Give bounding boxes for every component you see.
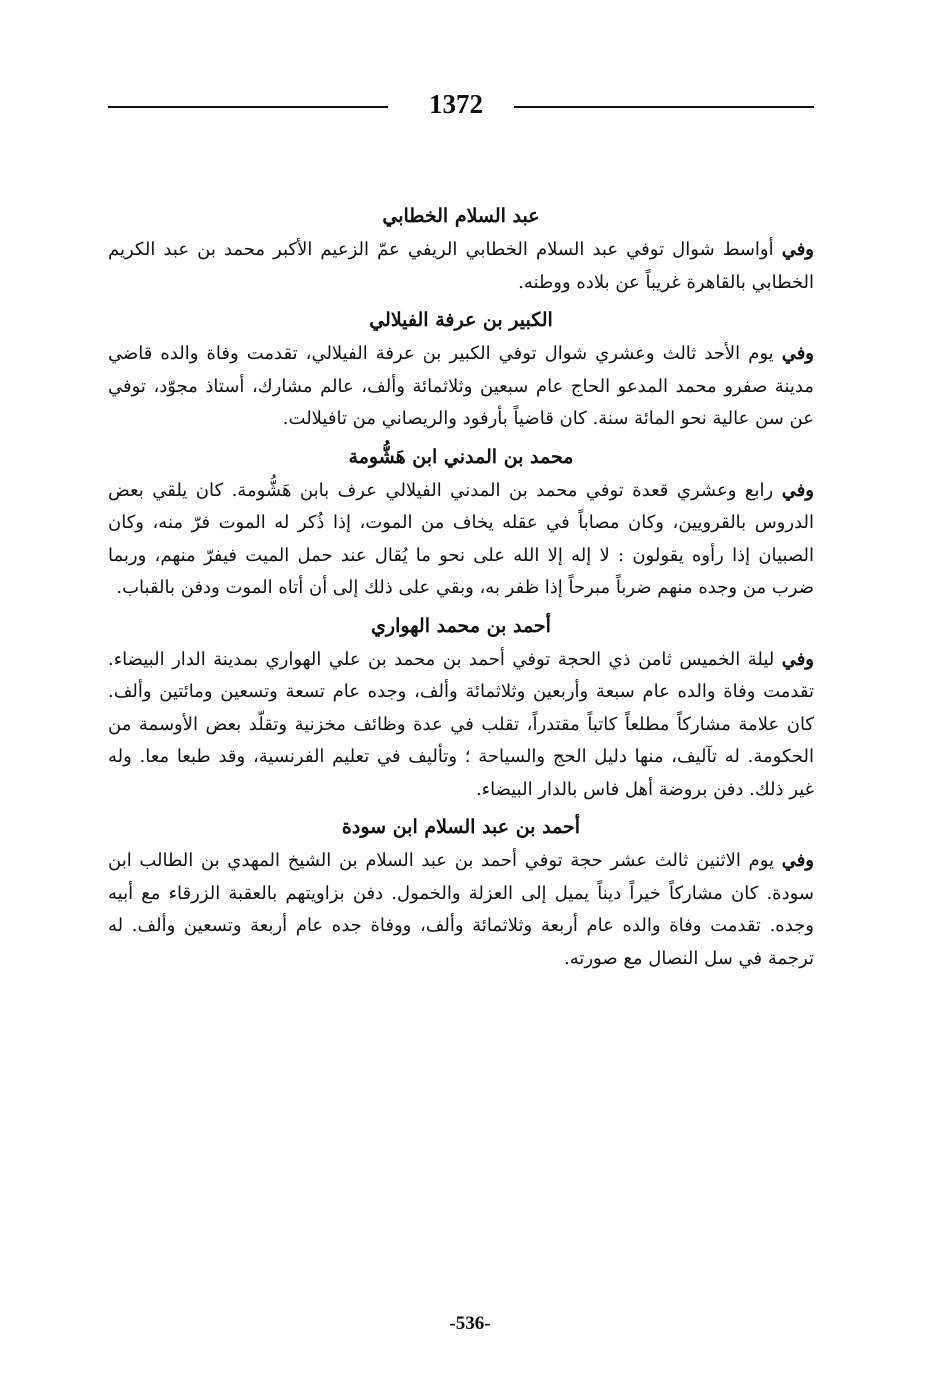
entry-title: عبد السلام الخطابي xyxy=(382,205,540,227)
entry-text: رابع وعشري قعدة توفي محمد بن المدني الفيلالي عرف بابن هَشُّومة. كان يلقي بعض الدروس بالقرويين، وكان مصاباً في عقله يخاف من الموت، إذا ذُكر له الموت فرّ منه، وكان الصبيان إذا رأوه يقولون : لا إله إلا الله على نحو ما يُقال عند حمل الميت فيفرّ منهم، وربما ضرب من وجده منهم ضرباً مبرحاً إذا ظفر به، وبقي على ذلك إلى أن أتاه الموت ودفن بالقباب. xyxy=(108,479,814,598)
entry-title: أحمد بن عبد السلام ابن سودة xyxy=(341,816,581,838)
header-rule-right xyxy=(514,106,814,108)
header-rule-left xyxy=(108,106,388,108)
page-header xyxy=(108,84,814,124)
entry-text: أواسط شوال توفي عبد السلام الخطابي الريفي عمّ الزعيم الأكبر محمد بن عبد الكريم الخطابي بالقاهرة غريباً عن بلاده ووطنه. xyxy=(108,239,814,293)
page-number: 1372 xyxy=(429,89,483,119)
entry-text: يوم الاثنين ثالث عشر حجة توفي أحمد بن عبد السلام بن الشيخ المهدي بن الطالب ابن سودة. كان مشاركاً خيراً ديناً يميل إلى العزلة والخمول. دفن بزاويتهم بالعقبة الزرقاء مع أبيه وجده. تقدمت وفاة والده عام أربعة وثلاثمائة وألف، ووفاة جده عام أربعة وتسعين وألف. له ترجمة في سل النصال مع صورته. xyxy=(108,850,814,969)
entry-body xyxy=(108,234,814,299)
entry-title: أحمد بن محمد الهواري xyxy=(371,614,551,637)
entry-title: محمد بن المدني ابن هَشُّومة xyxy=(348,445,574,468)
entry-intro-word: وفي xyxy=(781,850,814,871)
entry-body xyxy=(108,475,814,605)
entry-text: يوم الأحد ثالث وعشري شوال توفي الكبير بن عرفة الفيلالي، تقدمت وفاة والده قاضي مدينة صفرو محمد المدعو الحاج عام سبعين وثلاثمائة وألف، عالم مشارك، أستاذ مجوّد، توفي عن سن عالية نحو المائة سنة. كان قاضياً بأرفود والريصاني من تافيلالت. xyxy=(108,343,814,429)
page-content xyxy=(108,198,814,978)
entry-body xyxy=(108,845,814,975)
entry-muhammad-ibn-al-madani xyxy=(108,439,814,605)
entry-intro-word: وفي xyxy=(781,479,814,501)
entry-al-kabir-ibn-arafa xyxy=(108,302,814,436)
entry-abd-al-salam-al-khattabi xyxy=(108,198,814,299)
entry-ahmad-ibn-sawda xyxy=(108,809,814,975)
entry-intro-word: وفي xyxy=(781,648,814,670)
entry-intro-word: وفي xyxy=(781,343,814,364)
entry-body xyxy=(108,338,814,436)
page-footer-number: -536- xyxy=(449,1313,491,1334)
entry-title: الكبير بن عرفة الفيلالي xyxy=(369,309,553,331)
entry-ahmad-al-hawari xyxy=(108,608,814,807)
entry-body xyxy=(108,644,814,807)
entry-text: ليلة الخميس ثامن ذي الحجة توفي أحمد بن محمد بن علي الهواري بمدينة الدار البيضاء. تقدمت وفاة والده عام سبعة وأربعين وثلاثمائة وألف، وجده عام تسعة وتسعين ومائتين وألف. كان علامة مشاركاً مطلعاً كاتباً مقتدراً، تقلب في عدة وظائف مخزنية وتقلّد بعض الأوسمة من الحكومة. له تآليف، منها دليل الحج والسياحة ؛ وتأليف في تعليم الفرنسية، وقد طبعا معا. وله غير ذلك. دفن بروضة أهل فاس بالدار البيضاء. xyxy=(108,648,814,800)
entry-intro-word: وفي xyxy=(781,239,814,260)
